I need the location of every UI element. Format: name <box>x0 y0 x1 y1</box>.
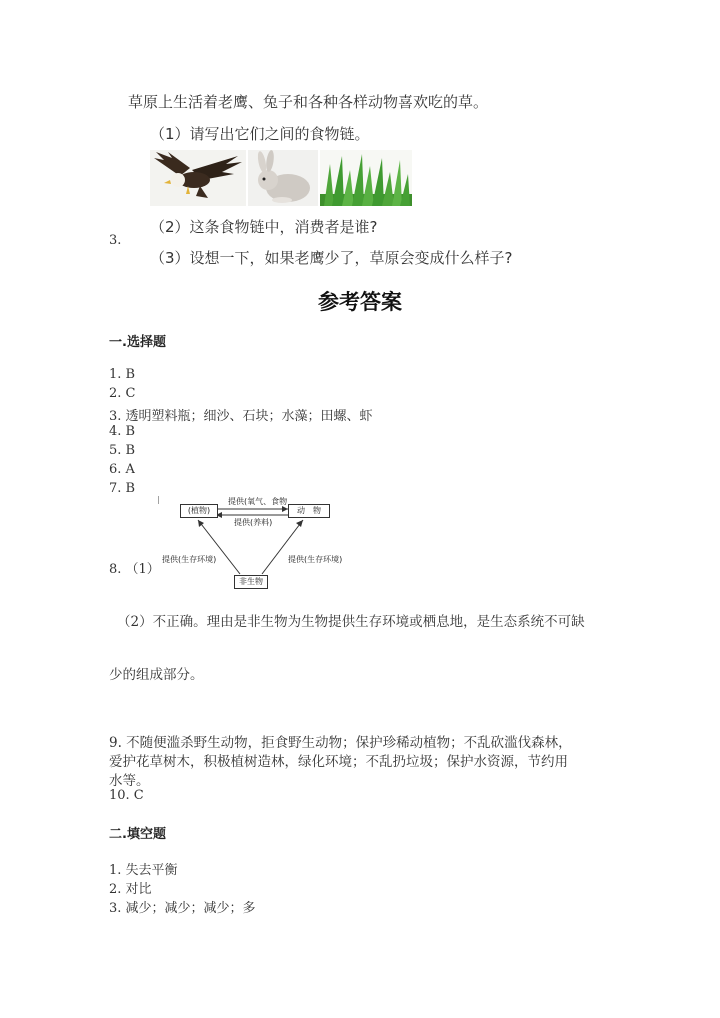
nonliving-box: 非生物 <box>234 575 268 589</box>
q3-intro: 草原上生活着老鹰、兔子和各种各样动物喜欢吃的草。 <box>128 93 489 111</box>
q3-sub3: （3）设想一下，如果老鹰少了，草原会变成什么样子? <box>150 249 513 267</box>
s1-answer-7: 7. B <box>109 481 136 496</box>
section2-heading: 二.填空题 <box>109 827 166 842</box>
answer-title: 参考答案 <box>318 290 402 314</box>
s1-answer-4: 4. B <box>109 424 136 439</box>
q9-line2: 爱护花草树木，积极植树造林，绿化环境；不乱扔垃圾；保护水资源，节约用 <box>109 754 568 770</box>
eagle-image <box>150 150 246 206</box>
s2-answer-3: 3. 减少；减少；减少；多 <box>109 901 256 916</box>
s1-answer-3: 3. 透明塑料瓶；细沙、石块；水藻；田螺、虾 <box>109 409 373 424</box>
section1-heading: 一.选择题 <box>109 335 166 350</box>
q8-part2-line1: （2）不正确。理由是非生物为生物提供生存环境或栖息地，是生态系统不可缺 <box>117 614 585 630</box>
s1-answer-2: 2. C <box>109 386 136 401</box>
arrow-label-right: 提供(生存环境) <box>288 555 343 564</box>
rabbit-image <box>248 150 318 206</box>
q3-sub2: （2）这条食物链中，消费者是谁? <box>150 218 378 236</box>
arrow-label-top: 提供(氧气、食物 <box>228 497 288 506</box>
arrow-label-left: 提供(生存环境) <box>162 555 217 564</box>
q9-line1: 9. 不随便滥杀野生动物，拒食野生动物；保护珍稀动植物；不乱砍滥伐森林， <box>109 735 572 751</box>
q8-label: 8. （1） <box>109 562 160 577</box>
ecosystem-diagram <box>158 494 343 590</box>
q3-sub1: （1）请写出它们之间的食物链。 <box>150 125 370 143</box>
s1-answer-5: 5. B <box>109 443 136 458</box>
grass-image <box>320 150 412 206</box>
q8-part2-line2: 少的组成部分。 <box>109 667 204 683</box>
q9-line3: 水等。 <box>109 773 150 789</box>
s1-answer-6: 6. A <box>109 462 135 477</box>
plants-box: (植物) <box>180 504 218 518</box>
q10-answer: 10. C <box>109 788 144 803</box>
s2-answer-2: 2. 对比 <box>109 882 152 897</box>
s1-answer-1: 1. B <box>109 367 136 382</box>
animals-box: 动 物 <box>288 504 330 518</box>
arrow-label-mid: 提供(养料) <box>234 518 273 527</box>
q3-number: 3. <box>109 233 122 248</box>
s2-answer-1: 1. 失去平衡 <box>109 863 178 878</box>
